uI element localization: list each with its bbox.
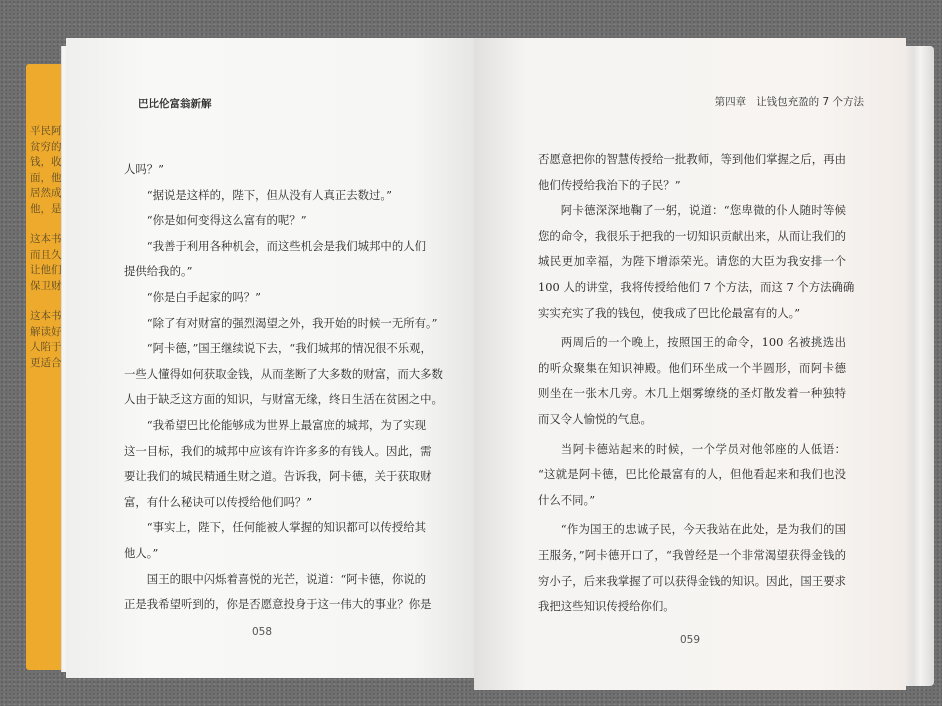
- paragraph: [124, 157, 416, 183]
- text-line: “阿卡德，”国王继续说下去，“我们城邦的情况很不乐观，: [146, 341, 432, 356]
- text-line: 人陷于: [30, 341, 62, 353]
- paragraph: [124, 208, 416, 234]
- text-line: “你是白手起家的吗？”: [146, 289, 261, 304]
- paragraph: [124, 567, 432, 618]
- text-line: 钱，收: [30, 156, 62, 168]
- text-line: 平民阿: [30, 125, 62, 137]
- paragraph: [124, 311, 438, 337]
- text-line: 的听众聚集在知识神殿。他们环坐成一个半圆形，而阿卡德: [538, 360, 846, 375]
- text-line: 保卫财: [30, 279, 62, 292]
- text-line: 他们传授给我治下的子民？”: [538, 177, 681, 192]
- text-line: “作为国王的忠诚子民，今天我站在此处，是为我们的国: [560, 522, 846, 537]
- text-line: 否愿意把你的智慧传授给一批教师，等到他们掌握之后，再由: [538, 152, 846, 166]
- page-number: 058: [252, 626, 273, 638]
- text-line: 我把这些知识传授给你们。: [538, 599, 675, 614]
- page-number: 059: [680, 634, 701, 646]
- paragraph: [124, 183, 416, 209]
- text-line: “事实上，陛下，任何能被人掌握的知识都可以传授给其: [146, 520, 426, 535]
- underlying-page-text: [30, 124, 62, 386]
- text-line: 提供给我的。”: [124, 264, 193, 279]
- left-page-body: [124, 157, 443, 618]
- paragraph: [124, 285, 416, 311]
- underlying-text-group: [30, 309, 62, 371]
- underlying-text-group: [30, 232, 62, 294]
- text-line: “你是如何变得这么富有的呢？”: [146, 213, 307, 228]
- text-line: 什么不同。”: [538, 492, 596, 507]
- text-line: 这本书: [30, 233, 62, 245]
- text-line: 这一目标，我们的城邦中应该有许许多多的有钱人。因此，需: [124, 443, 432, 458]
- paragraph: [538, 330, 846, 432]
- running-head-book-title: 巴比伦富翁新解: [138, 98, 212, 110]
- text-line: 您的命令，我很乐于把我的一切知识贡献出来，从而让我们的: [538, 228, 846, 243]
- text-line: 实实充实了我的钱包，使我成了巴比伦最富有的人。”: [538, 305, 801, 320]
- text-line: 居然成: [30, 187, 62, 199]
- paragraph: [124, 515, 426, 566]
- text-line: 要让我们的城民精通生财之道。告诉我，阿卡德，关于获取财: [124, 469, 432, 484]
- text-line: “我希望巴比伦能够成为世界上最富庶的城邦，为了实现: [146, 417, 426, 432]
- text-line: 他人。”: [124, 545, 159, 560]
- text-line: “我善于利用各种机会，而这些机会是我们城邦中的人们: [146, 238, 426, 253]
- text-line: 解读好: [30, 325, 62, 338]
- text-line: 面，他: [30, 171, 62, 184]
- text-line: 这本书: [30, 310, 62, 322]
- text-line: 让他们: [30, 264, 62, 276]
- text-line: 国王的眼中闪烁着喜悦的光芒，说道：“阿卡德，你说的: [146, 571, 426, 586]
- text-line: 一些人懂得如何获取金钱，从而垄断了大多数的财富，而大多数: [124, 366, 443, 381]
- paragraph: [124, 413, 432, 515]
- text-line: 而且久: [30, 248, 62, 261]
- text-line: 富，有什么秘诀可以传授给他们吗？”: [124, 494, 313, 509]
- paragraph: [124, 234, 426, 285]
- right-page-body: [538, 147, 855, 620]
- text-line: 当阿卡德站起来的时候，一个学员对他邻座的人低语：: [560, 441, 846, 456]
- paragraph: [538, 147, 846, 198]
- paragraph: [538, 437, 846, 514]
- paragraph: [124, 336, 443, 413]
- text-line: 而又令人愉悦的气息。: [538, 411, 652, 426]
- text-line: 人由于缺乏这方面的知识，与财富无缘，终日生活在贫困之中。: [124, 392, 443, 407]
- running-head-chapter: [715, 94, 864, 109]
- paragraph: [538, 198, 855, 326]
- text-line: 王服务，”阿卡德开口了，“我曾经是一个非常渴望获得金钱的: [538, 547, 846, 562]
- chapter-number: 第四章: [714, 96, 747, 108]
- text-line: 穷小子，后来我掌握了可以获得金钱的知识。因此，国王要求: [538, 573, 846, 588]
- text-line: 他，是: [30, 202, 62, 215]
- text-line: 两周后的一个晚上，按照国王的命令，100 名被挑选出: [560, 335, 846, 350]
- text-line: 人吗？”: [124, 162, 164, 176]
- text-line: 贫穷的: [30, 140, 62, 153]
- right-page: [474, 38, 906, 690]
- text-line: 正是我希望听到的，你是否愿意投身于这一伟大的事业？你是: [124, 597, 432, 612]
- left-page: [66, 38, 474, 678]
- chapter-title: 让钱包充盈的 7 个方法: [756, 96, 864, 108]
- paragraph: [538, 517, 846, 619]
- text-line: “据说是这样的，陛下，但从没有人真正去数过。”: [146, 187, 392, 202]
- text-line: 则坐在一张木几旁。木几上烟雾缭绕的圣灯散发着一种独特: [538, 386, 846, 401]
- text-line: 更适合: [30, 356, 62, 369]
- text-line: 阿卡德深深地鞠了一躬，说道：“您卑微的仆人随时等候: [560, 203, 846, 218]
- text-line: 100 人的讲堂，我将传授给他们 7 个方法，而这 7 个方法确确: [538, 279, 855, 294]
- text-line: “这就是阿卡德，巴比伦最富有的人，但他看起来和我们也没: [538, 467, 846, 482]
- text-line: 城民更加幸福，为陛下增添荣光。请您的大臣为我安排一个: [538, 254, 846, 269]
- text-line: “除了有对财富的强烈渴望之外，我开始的时候一无所有。”: [146, 315, 438, 330]
- underlying-text-group: [30, 124, 62, 217]
